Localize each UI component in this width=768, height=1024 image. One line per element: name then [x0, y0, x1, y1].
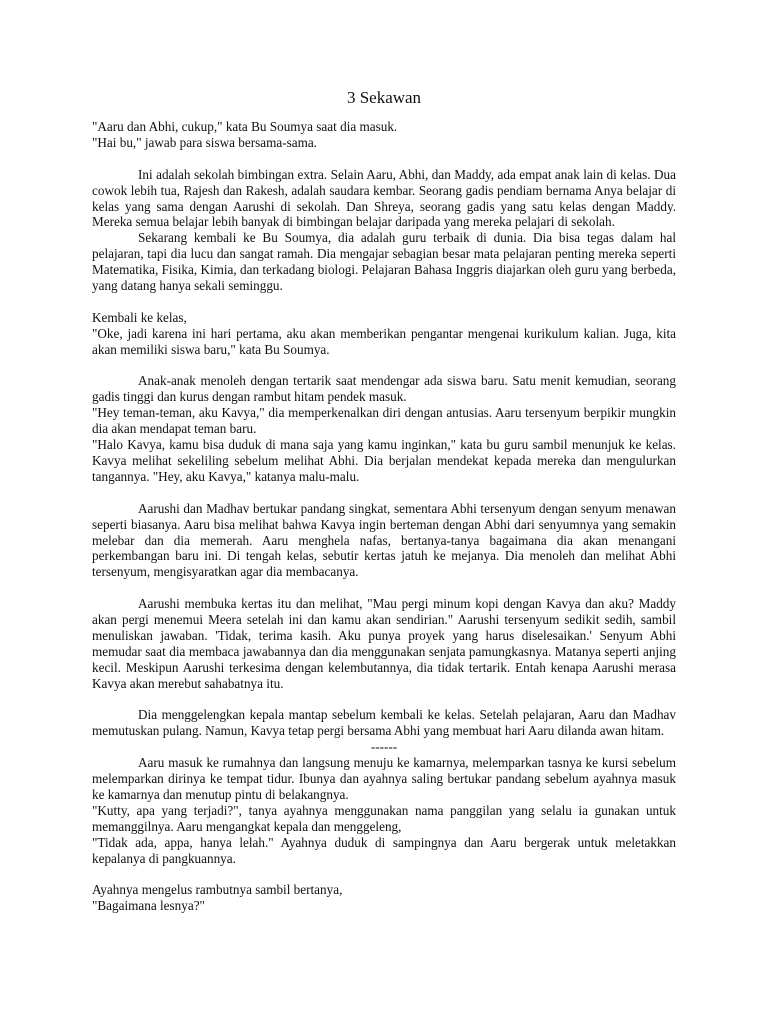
- paragraph: Ayahnya mengelus rambutnya sambil bertanya,: [92, 882, 343, 898]
- paragraph: "Hey teman-teman, aku Kavya," dia memperkenalkan diri dengan antusias. Aaru tersenyum berpikir mungkin dia akan mendapat teman baru.: [92, 405, 676, 437]
- paragraph: Dia menggelengkan kepala mantap sebelum kembali ke kelas. Setelah pelajaran, Aaru dan Madhav memutuskan pulang. Namun, Kavya tetap pergi bersama Abhi yang membuat hari Aaru dilanda awan hitam.: [92, 707, 676, 739]
- paragraph: "Bagaimana lesnya?": [92, 898, 205, 914]
- paragraph: Anak-anak menoleh dengan tertarik saat mendengar ada siswa baru. Satu menit kemudian, seorang gadis tinggi dan kurus dengan rambut hitam pendek masuk.: [92, 373, 676, 405]
- paragraph: Aaru masuk ke rumahnya dan langsung menuju ke kamarnya, melemparkan tasnya ke kursi sebelum melemparkan dirinya ke tempat tidur. Ibunya dan ayahnya saling bertukar pandang sebelum ayahnya masuk ke kamarnya dan menutup pintu di belakangnya.: [92, 755, 676, 802]
- paragraph: "Halo Kavya, kamu bisa duduk di mana saja yang kamu inginkan," kata bu guru sambil menunjuk ke kelas. Kavya melihat sekeliling sebelum melihat Abhi. Dia berjalan mendekat kepada mereka dan mengulurkan tangannya. "Hey, aku Kavya," katanya malu-malu.: [92, 437, 676, 484]
- paragraph: "Kutty, apa yang terjadi?", tanya ayahnya menggunakan nama panggilan yang selalu ia gunakan untuk memanggilnya. Aaru mengangkat kepala dan menggeleng,: [92, 802, 676, 834]
- page-title: 3 Sekawan: [346, 88, 422, 107]
- paragraph: "Aaru dan Abhi, cukup," kata Bu Soumya saat dia masuk.: [92, 119, 398, 134]
- paragraph: Ini adalah sekolah bimbingan extra. Selain Aaru, Abhi, dan Maddy, ada empat anak lain di kelas. Dua cowok lebih tua, Rajesh dan Rakesh, adalah saudara kembar. Seorang gadis pendiam bernama Anya belajar di kelas yang sama dengan Aarushi di sekolah. Dan Shreya, seorang gadis yang satu kelas dengan Maddy. Mereka semua belajar lebih banyak di bimbingan belajar daripada yang mereka pelajari di sekolah.: [92, 166, 676, 230]
- paragraph: Aarushi dan Madhav bertukar pandang singkat, sementara Abhi tersenyum dengan senyum menawan seperti biasanya. Aaru bisa melihat bahwa Kavya ingin berteman dengan Abhi dari senyumnya yang semakin melebar dan dia memerah. Aaru menghela nafas, bertanya-tanya bagaimana dia akan menangani perkembangan baru ini. Di tengah kelas, sebutir kertas jatuh ke mejanya. Dia menoleh dan melihat Abhi tersenyum, mengisyaratkan agar dia membacanya.: [92, 500, 676, 580]
- paragraph-gap: [92, 151, 676, 167]
- paragraph-gap: [92, 580, 676, 596]
- paragraph: "Hai bu," jawab para siswa bersama-sama.: [92, 134, 317, 150]
- paragraph-gap: [92, 294, 676, 310]
- section-divider: ------: [370, 739, 398, 755]
- paragraph-gap: [92, 692, 676, 708]
- paragraph: "Tidak ada, appa, hanya lelah." Ayahnya duduk di sampingnya dan Aaru bergerak untuk meletakkan kepalanya di pangkuannya.: [92, 834, 676, 866]
- paragraph-gap: [92, 485, 676, 501]
- paragraph: "Oke, jadi karena ini hari pertama, aku akan memberikan pengantar mengenai kurikulum kalian. Juga, kita akan memiliki siswa baru," kata Bu Soumya.: [92, 325, 676, 357]
- paragraph-gap: [92, 358, 676, 374]
- paragraph: Kembali ke kelas,: [92, 309, 187, 325]
- paragraph-gap: [92, 867, 676, 883]
- paragraph: Sekarang kembali ke Bu Soumya, dia adalah guru terbaik di dunia. Dia bisa tegas dalam hal pelajaran, tapi dia lucu dan sangat ramah. Dia mengajar sebagian besar mata pelajaran penting mereka seperti Matematika, Fisika, Kimia, dan terkadang biologi. Pelajaran Bahasa Inggris diajarkan oleh guru yang berbeda, yang datang hanya sekali seminggu.: [92, 230, 676, 294]
- document-page: [92, 88, 676, 914]
- paragraph: Aarushi membuka kertas itu dan melihat, "Mau pergi minum kopi dengan Kavya dan aku? Maddy akan pergi menemui Meera setelah ini dan kamu akan sendirian." Aarushi tersenyum sedikit sedih, sambil menuliskan jawaban. 'Tidak, terima kasih. Aku punya proyek yang harus diselesaikan.' Senyum Abhi memudar saat dia membaca jawabannya dan dia menggunakan senjata pamungkasnya. Matanya seperti anjing kecil. Meskipun Aarushi terkesima dengan kelembutannya, dia tidak tertarik. Entah kenapa Aarushi merasa Kavya akan merebut sahabatnya itu.: [92, 596, 676, 691]
